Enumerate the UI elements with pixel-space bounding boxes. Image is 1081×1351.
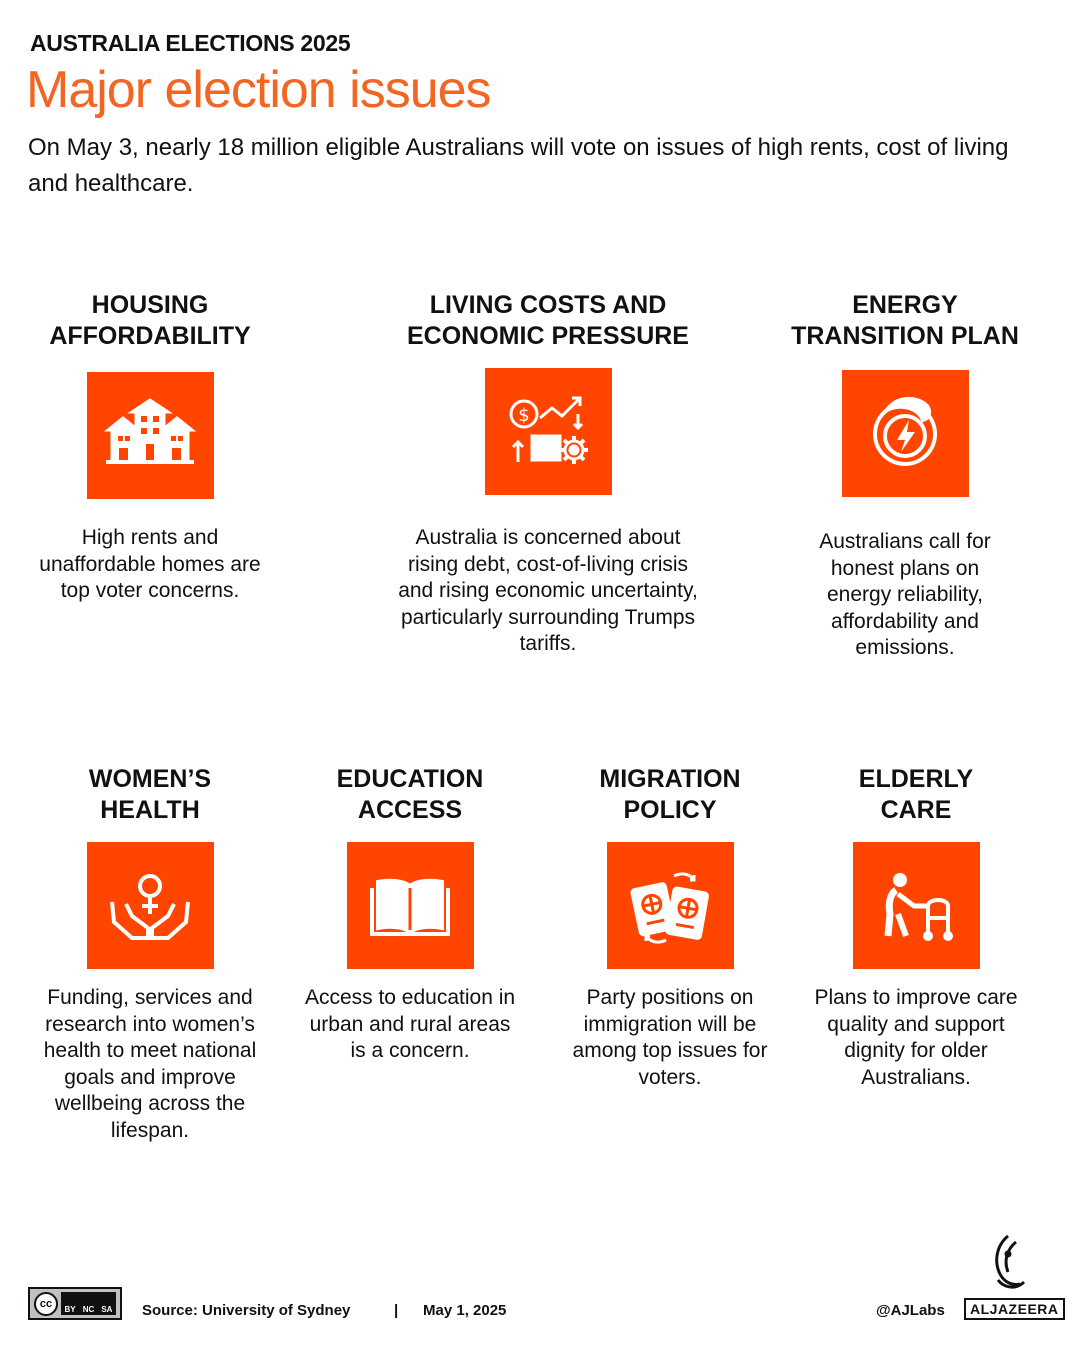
- page-subtitle: On May 3, nearly 18 million eligible Australians will vote on issues of high rents, cost of living and healthcare.: [28, 134, 1009, 197]
- issue-description: Australians call for honest plans on energy reliability, affordability and emissions.: [819, 530, 991, 659]
- issue-description: Access to education in urban and rural areas is a concern.: [304, 986, 516, 1062]
- issue-description: Plans to improve care quality and support dignity for older Australians.: [814, 986, 1018, 1089]
- brand-wordmark: ALJAZEERA: [964, 1298, 1065, 1320]
- social-handle: @AJLabs: [876, 1302, 945, 1319]
- womens-health-icon: [87, 842, 214, 969]
- issue-card-elderly-care: [806, 764, 1026, 1091]
- footer-separator: |: [394, 1302, 399, 1319]
- elderly-walker-icon: [853, 842, 980, 969]
- kicker: AUSTRALIA ELECTIONS 2025: [30, 30, 351, 56]
- creative-commons-badge: [28, 1287, 122, 1320]
- issue-description: Party positions on immigration will be among top issues for voters.: [572, 986, 768, 1089]
- issue-card-womens-health: [35, 764, 265, 1144]
- source-credit: Source: University of Sydney: [142, 1302, 351, 1319]
- aljazeera-logo-icon: [986, 1232, 1030, 1292]
- issue-heading: ENERGY TRANSITION PLAN: [791, 291, 1019, 350]
- economy-icon: [485, 368, 612, 495]
- issue-card-energy: [775, 290, 1035, 662]
- cc-terms: BY NC SA: [61, 1292, 116, 1315]
- issue-card-migration: [560, 764, 780, 1091]
- buildings-icon: [87, 372, 214, 499]
- issue-heading: WOMEN’S HEALTH: [88, 765, 212, 824]
- issue-description: Australia is concerned about rising debt, cost-of-living crisis and rising economic uncertainty, particularly surrounding Trumps tariffs.: [398, 526, 698, 655]
- green-energy-icon: [842, 370, 969, 497]
- issue-heading: LIVING COSTS AND ECONOMIC PRESSURE: [407, 291, 689, 350]
- cc-icon: cc: [34, 1292, 58, 1316]
- issue-heading: HOUSING AFFORDABILITY: [49, 291, 251, 350]
- issue-heading: ELDERLY CARE: [858, 765, 974, 824]
- open-book-icon: [347, 842, 474, 969]
- issue-card-education: [300, 764, 520, 1065]
- page-title: Major election issues: [26, 61, 491, 119]
- issue-heading: MIGRATION POLICY: [599, 765, 741, 824]
- svg-text:$: $: [518, 404, 530, 426]
- publish-date: May 1, 2025: [423, 1302, 507, 1319]
- issue-description: High rents and unaffordable homes are top voter concerns.: [39, 526, 261, 602]
- passports-icon: [607, 842, 734, 969]
- issue-card-housing: [35, 290, 265, 605]
- issue-card-living-costs: [390, 290, 706, 658]
- issue-heading: EDUCATION ACCESS: [336, 765, 484, 824]
- issue-description: Funding, services and research into women’s health to meet national goals and improve wellbeing across the lifespan.: [43, 986, 257, 1142]
